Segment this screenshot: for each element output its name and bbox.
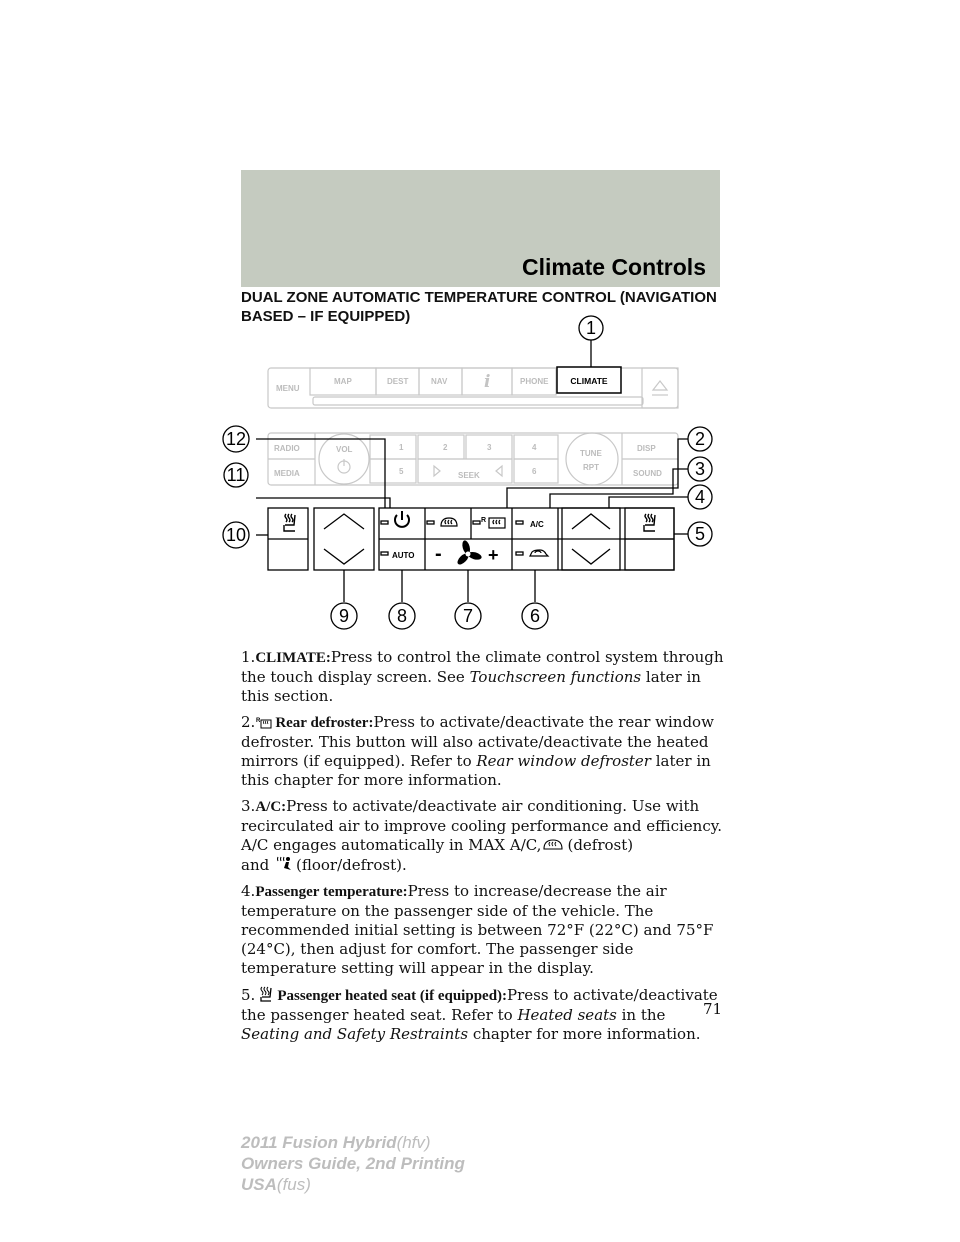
driver-heated-seat-icon bbox=[284, 514, 295, 531]
item-3 bbox=[241, 797, 726, 875]
item-text: in the bbox=[616, 1006, 666, 1024]
ac-button-label: A/C bbox=[530, 520, 544, 529]
fan-plus-label: + bbox=[488, 545, 499, 565]
footer-printing: Owners Guide, 2nd Printing bbox=[241, 1154, 465, 1173]
section-title: DUAL ZONE AUTOMATIC TEMPERATURE CONTROL (NAVIGATION BASED – IF EQUIPPED) bbox=[241, 289, 717, 325]
callout-1: 1 bbox=[585, 318, 597, 338]
callout-10: 10 bbox=[225, 525, 247, 545]
power-icon bbox=[395, 511, 409, 527]
item-text: Press to activate/deactivate air conditioning. Use with recirculated air to improve cooling performance and efficiency. A/C engages automatically in MAX A/C, bbox=[241, 797, 722, 854]
svg-text:R: R bbox=[256, 718, 261, 724]
item-number: 1. bbox=[241, 648, 256, 666]
callout-5: 5 bbox=[694, 524, 706, 544]
item-number: 2. bbox=[241, 713, 256, 731]
item-term: CLIMATE: bbox=[255, 650, 331, 666]
item-text: (defrost) bbox=[567, 836, 634, 854]
rear-defrost-icon bbox=[489, 518, 505, 528]
item-reference: Seating and Safety Restraints bbox=[241, 1025, 469, 1043]
footer-model: 2011 Fusion Hybrid bbox=[241, 1133, 397, 1152]
nav-button-label: NAV bbox=[431, 377, 448, 386]
item-text: and bbox=[241, 856, 270, 874]
disp-label: DISP bbox=[637, 444, 656, 453]
item-term: Rear defroster: bbox=[275, 715, 374, 731]
climate-panel bbox=[268, 508, 674, 570]
heated-seat-icon bbox=[256, 985, 274, 1003]
climate-control-diagram bbox=[212, 308, 732, 640]
seek-label: SEEK bbox=[458, 471, 480, 480]
item-term: A/C: bbox=[255, 799, 287, 815]
chapter-title: Climate Controls bbox=[521, 254, 706, 280]
item-reference: Heated seats bbox=[517, 1006, 617, 1024]
auto-button-label: AUTO bbox=[392, 551, 415, 560]
callout-2: 2 bbox=[694, 429, 706, 449]
climate-button-label: CLIMATE bbox=[570, 376, 608, 386]
footer-model-code: (hfv) bbox=[396, 1133, 431, 1152]
floor-defrost-icon bbox=[275, 855, 293, 873]
defrost-icon bbox=[542, 837, 564, 853]
preset-6-label: 6 bbox=[532, 467, 537, 476]
callout-9: 9 bbox=[338, 606, 350, 626]
page-number: 71 bbox=[703, 1000, 723, 1018]
callout-12: 12 bbox=[225, 429, 247, 449]
item-4 bbox=[241, 882, 726, 978]
item-reference: Touchscreen functions bbox=[469, 668, 642, 686]
callout-3: 3 bbox=[694, 459, 706, 479]
preset-3-label: 3 bbox=[487, 443, 492, 452]
chapter-header bbox=[241, 170, 720, 287]
footer bbox=[241, 1132, 465, 1195]
callout-4: 4 bbox=[694, 487, 706, 507]
callout-8: 8 bbox=[396, 606, 408, 626]
item-text: Press to increase/decrease the air temperature on the passenger side of the vehicle. The recommended initial setting is between 72°F (22°C) and 75°F (24°C), then adjust for comfort. The passenger side temperature setting will appear in the display. bbox=[241, 882, 714, 977]
item-text: Press to activate/deactivate the passenger heated seat. Refer to bbox=[241, 986, 718, 1024]
map-button-label: MAP bbox=[334, 377, 352, 386]
item-text: later in this chapter for more information. bbox=[241, 752, 711, 789]
rear-defrost-icon bbox=[256, 716, 272, 730]
preset-4-label: 4 bbox=[532, 443, 537, 452]
vol-label: VOL bbox=[336, 445, 353, 454]
callout-6: 6 bbox=[529, 606, 541, 626]
radio-label: RADIO bbox=[274, 444, 300, 453]
item-descriptions bbox=[241, 648, 726, 1051]
item-number: 4. bbox=[241, 882, 256, 900]
fan-icon bbox=[456, 540, 483, 567]
item-text: chapter for more information. bbox=[468, 1025, 701, 1043]
preset-5-label: 5 bbox=[399, 467, 404, 476]
item-text: Press to control the climate control system through the touch display screen. See bbox=[241, 648, 724, 686]
item-1 bbox=[241, 648, 726, 706]
callout-11: 11 bbox=[226, 465, 246, 485]
item-2 bbox=[241, 713, 726, 790]
preset-1-label: 1 bbox=[399, 443, 404, 452]
menu-button-label: MENU bbox=[276, 384, 300, 393]
footer-market: USA bbox=[241, 1175, 277, 1194]
info-icon: i bbox=[484, 372, 491, 392]
item-reference: Rear window defroster bbox=[476, 752, 651, 770]
dest-button-label: DEST bbox=[387, 377, 409, 386]
callout-7: 7 bbox=[462, 606, 474, 626]
item-text: later in this section. bbox=[241, 668, 701, 705]
tune-label: TUNE bbox=[580, 449, 602, 458]
item-number: 5. bbox=[241, 986, 256, 1004]
front-defrost-icon bbox=[441, 518, 457, 526]
media-label: MEDIA bbox=[274, 469, 300, 478]
item-number: 3. bbox=[241, 797, 256, 815]
passenger-heated-seat-icon bbox=[644, 514, 655, 531]
item-5 bbox=[241, 985, 726, 1044]
rear-defrost-r-label: R bbox=[481, 517, 487, 524]
item-term: Passenger temperature: bbox=[255, 884, 408, 900]
preset-2-label: 2 bbox=[443, 443, 448, 452]
recirculation-icon bbox=[530, 550, 548, 556]
footer-market-code: (fus) bbox=[276, 1175, 311, 1194]
fan-minus-label: - bbox=[435, 543, 442, 565]
rpt-label: RPT bbox=[583, 463, 599, 472]
phone-button-label: PHONE bbox=[520, 377, 549, 386]
item-text: Press to activate/deactivate the rear window defroster. This button will also activate/deactivate the heated mirrors (if equipped). Refer to bbox=[241, 713, 714, 770]
item-term: Passenger heated seat (if equipped): bbox=[277, 988, 508, 1004]
sound-label: SOUND bbox=[633, 469, 662, 478]
item-text: (floor/defrost). bbox=[296, 856, 407, 874]
